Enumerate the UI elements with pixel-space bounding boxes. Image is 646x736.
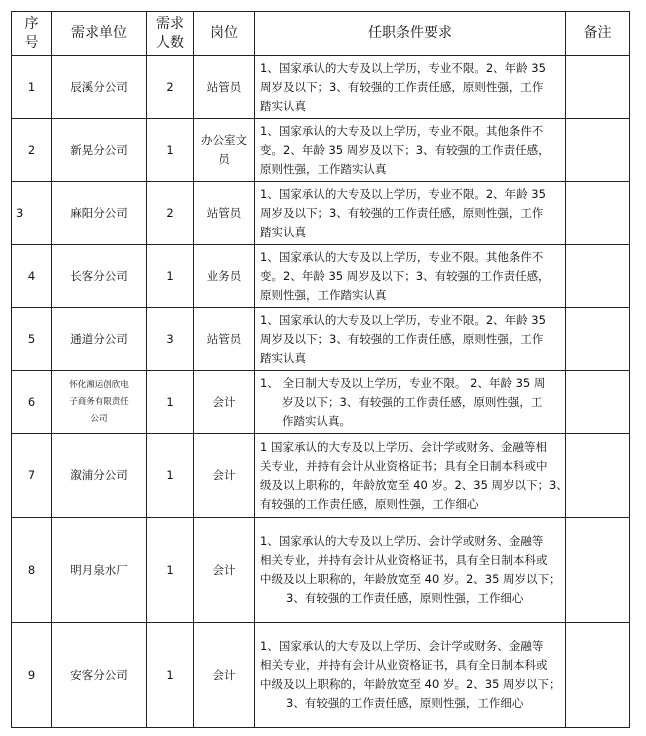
row-note xyxy=(566,119,630,182)
row-post: 站管员 xyxy=(194,56,255,119)
row-count: 1 xyxy=(147,245,194,308)
row-note xyxy=(566,182,630,245)
row-requirements: 1、国家承认的大专及以上学历，专业不限。其他条件不 变。2、年龄 35 周岁及以下；3、有较强的工作责任感， 原则性强，工作踏实认真 xyxy=(255,245,566,308)
row-post: 会计 xyxy=(194,623,255,728)
row-post: 办公室文 员 xyxy=(194,119,255,182)
row-num: 2 xyxy=(12,119,52,182)
header-note: 备注 xyxy=(566,12,630,56)
recruitment-table xyxy=(11,11,630,728)
row-num: 6 xyxy=(12,371,52,434)
row-num: 8 xyxy=(12,518,52,623)
row-requirements: 1、国家承认的大专及以上学历，专业不限。2、年龄 35 周岁及以下；3、有较强的工作责任感，原则性强，工作 踏实认真 xyxy=(255,182,566,245)
row-note xyxy=(566,245,630,308)
row-requirements: 1 国家承认的大专及以上学历、会计学或财务、金融等相 关专业，并持有会计从业资格证书；具有全日制本科或中 级及以上职称的，年龄放宽至 40 岁。2、35 周岁以下；3、 有较强的工作责任感，原则性强，工作细心 xyxy=(255,434,566,518)
table-row xyxy=(12,371,630,434)
table-row xyxy=(12,245,630,308)
row-post: 站管员 xyxy=(194,182,255,245)
table-row xyxy=(12,119,630,182)
row-post: 会计 xyxy=(194,434,255,518)
header-unit: 需求单位 xyxy=(52,12,147,56)
header-row xyxy=(12,12,630,56)
table-row xyxy=(12,308,630,371)
row-post: 业务员 xyxy=(194,245,255,308)
row-requirements: 1、国家承认的大专及以上学历，专业不限。其他条件不 变。2、年龄 35 周岁及以下；3、有较强的工作责任感， 原则性强，工作踏实认真 xyxy=(255,119,566,182)
row-num: 4 xyxy=(12,245,52,308)
header-post: 岗位 xyxy=(194,12,255,56)
row-unit: 长客分公司 xyxy=(52,245,147,308)
row-count: 3 xyxy=(147,308,194,371)
row-requirements: 1、国家承认的大专及以上学历、会计学或财务、金融等 相关专业，并持有会计从业资格证书，具有全日制本科或 中级及以上职称的，年龄放宽至 40 岁。2、35 周岁以下； 3、有较强的工作责任感，原则性强，工作细心 xyxy=(255,518,566,623)
row-count: 1 xyxy=(147,518,194,623)
row-requirements: 1、 全日制大专及以上学历，专业不限。 2、年龄 35 周 岁及以下；3、有较强的工作责任感，原则性强，工 作踏实认真。 xyxy=(255,371,566,434)
row-count: 1 xyxy=(147,623,194,728)
row-requirements: 1、国家承认的大专及以上学历，专业不限。2、年龄 35 周岁及以下；3、有较强的工作责任感，原则性强，工作 踏实认真 xyxy=(255,308,566,371)
row-note xyxy=(566,623,630,728)
row-count: 1 xyxy=(147,434,194,518)
row-num: 1 xyxy=(12,56,52,119)
row-unit: 溆浦分公司 xyxy=(52,434,147,518)
row-count: 1 xyxy=(147,371,194,434)
row-unit: 麻阳分公司 xyxy=(52,182,147,245)
row-unit: 辰溪分公司 xyxy=(52,56,147,119)
row-count: 2 xyxy=(147,56,194,119)
row-unit: 新晃分公司 xyxy=(52,119,147,182)
row-requirements: 1、国家承认的大专及以上学历、会计学或财务、金融等 相关专业，并持有会计从业资格证书，具有全日制本科或 中级及以上职称的，年龄放宽至 40 岁。2、35 周岁以下； 3、有较强的工作责任感，原则性强，工作细心 xyxy=(255,623,566,728)
row-post: 会计 xyxy=(194,371,255,434)
header-num: 序 号 xyxy=(12,12,52,56)
header-req: 任职条件要求 xyxy=(255,12,566,56)
row-note xyxy=(566,371,630,434)
row-num: 3 xyxy=(12,182,52,245)
table-row xyxy=(12,56,630,119)
row-note xyxy=(566,518,630,623)
row-num: 9 xyxy=(12,623,52,728)
row-num: 5 xyxy=(12,308,52,371)
row-unit: 安客分公司 xyxy=(52,623,147,728)
row-count: 1 xyxy=(147,119,194,182)
header-count: 需求 人数 xyxy=(147,12,194,56)
table-row xyxy=(12,182,630,245)
row-note xyxy=(566,308,630,371)
row-unit: 通道分公司 xyxy=(52,308,147,371)
row-count: 2 xyxy=(147,182,194,245)
row-post: 会计 xyxy=(194,518,255,623)
row-unit: 明月泉水厂 xyxy=(52,518,147,623)
table-row xyxy=(12,434,630,518)
row-note xyxy=(566,434,630,518)
table-row xyxy=(12,518,630,623)
row-requirements: 1、国家承认的大专及以上学历，专业不限。2、年龄 35 周岁及以下；3、有较强的工作责任感，原则性强，工作 踏实认真 xyxy=(255,56,566,119)
row-unit: 怀化湘运创欣电 子商务有限责任 公司 xyxy=(52,371,147,434)
row-num: 7 xyxy=(12,434,52,518)
table-row xyxy=(12,623,630,728)
row-post: 站管员 xyxy=(194,308,255,371)
row-note xyxy=(566,56,630,119)
